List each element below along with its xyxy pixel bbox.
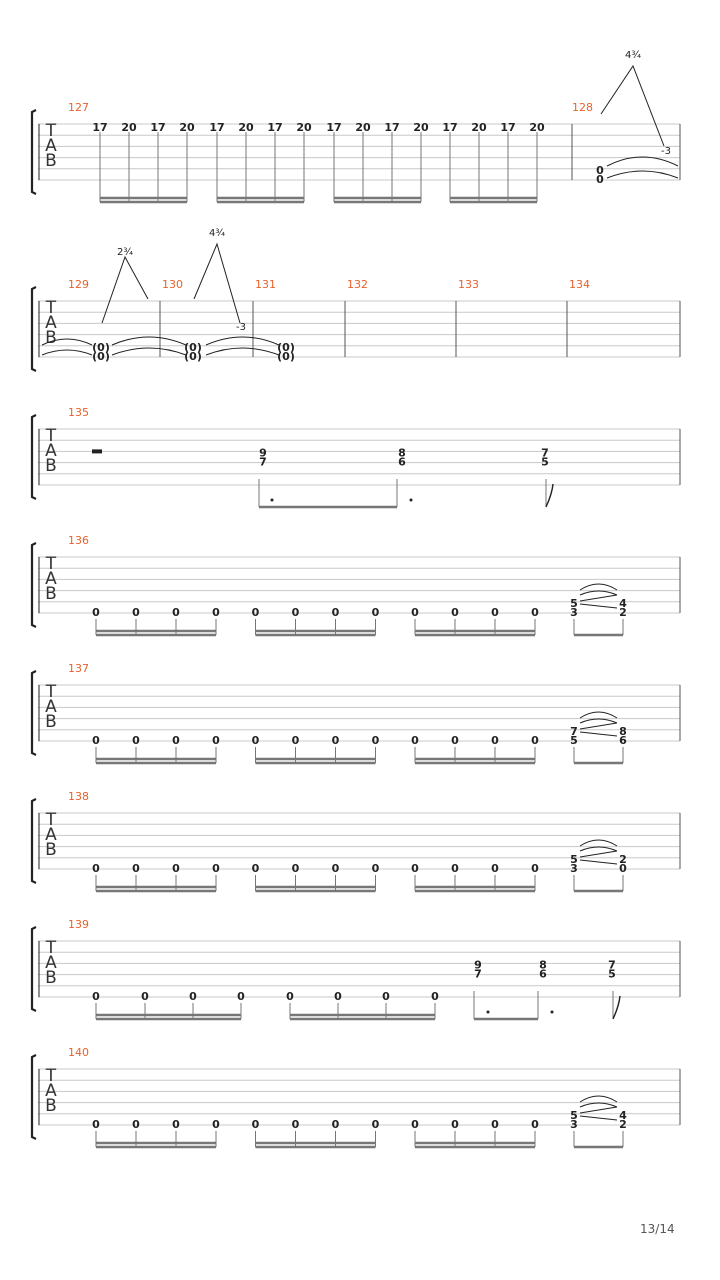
fret-number: 0 [172,1118,180,1131]
system-bracket [32,671,36,755]
fret-number: 3 [570,1118,578,1131]
fret-number: 20 [296,121,312,134]
measure-number: 130 [162,278,183,291]
fret-number: 0 [371,734,380,747]
note-flag [546,484,553,507]
fret-number: 0 [291,734,300,747]
fret-number: 0 [411,1118,419,1131]
fret-number: 0 [251,606,260,619]
staff-system [32,671,680,755]
fret-number: 5 [608,967,616,981]
tab-clef-letter: B [45,456,57,476]
tab-clef-letter: T [45,810,57,830]
fret-number: 0 [411,734,419,747]
staff-system [32,415,680,499]
staff-system [32,799,680,883]
dot [487,1011,490,1014]
fret-number: 0 [411,862,419,875]
tie-arc [580,591,617,595]
tie-arc [580,719,617,723]
tab-clef-letter: T [45,121,57,141]
slide-line [580,851,617,857]
tab-clef-letter: A [45,1081,57,1101]
fret-number: 0 [491,862,499,875]
fret-number: 0 [92,1118,100,1131]
fret-number: 5 [570,852,578,866]
dot [410,499,413,502]
tied-fret-number: (0) [92,350,110,363]
tie-arc [112,337,186,345]
tie-arc [580,1096,617,1102]
tab-clef-letter: A [45,825,57,845]
tab-clef-letter: B [45,840,57,860]
dot [271,499,274,502]
tied-fret-number: (0) [277,340,295,354]
tie-arc [206,348,279,355]
tab-clef-letter: A [45,441,57,461]
tab-clef-letter: A [45,313,57,333]
fret-number: 0 [531,734,539,747]
system-bracket [32,799,36,883]
fret-number: 0 [491,734,499,747]
slide-line [580,595,617,601]
fret-number: 7 [259,455,267,469]
note-flag [613,996,620,1019]
fret-number: 0 [92,862,100,875]
fret-number: 0 [331,606,340,619]
fret-number: 0 [491,1118,499,1131]
fret-number: 7 [474,967,482,981]
tied-fret-number: (0) [184,340,202,354]
tab-clef-letter: A [45,953,57,973]
fret-number: 0 [331,862,340,875]
fret-number: 0 [596,173,604,186]
measure-number: 140 [68,1046,89,1059]
fret-number: 6 [398,455,406,469]
measure-number: 136 [68,534,89,547]
tie-arc [607,171,678,178]
fret-number: 20 [471,121,487,134]
fret-number: 3 [570,862,578,875]
measure-number: 127 [68,101,89,114]
fret-number: 0 [411,606,419,619]
measure-number: 133 [458,278,479,291]
bend-line [601,66,664,146]
slide-line [580,1116,617,1120]
fret-number: 0 [237,990,245,1003]
staff-system [32,927,680,1011]
fret-number: 5 [570,1108,578,1122]
slide-line [580,723,617,729]
fret-number: 0 [291,606,300,619]
tab-clef-letter: T [45,682,57,702]
tab-clef-letter: A [45,569,57,589]
fret-number: 0 [596,163,604,177]
fret-number: 7 [541,446,549,460]
fret-number: 0 [531,862,539,875]
fret-number: 0 [172,734,180,747]
fret-number: 0 [132,734,140,747]
fret-number: 20 [238,121,254,134]
fret-number: 6 [539,967,547,981]
system-bracket [32,415,36,499]
measure-number: 137 [68,662,89,675]
fret-number: 20 [529,121,545,134]
fret-number: 5 [541,455,549,469]
fret-number: 0 [371,862,380,875]
fret-number: 17 [384,121,400,134]
fret-number: 20 [355,121,371,134]
tab-clef-letter: T [45,938,57,958]
fret-number: 0 [451,1118,459,1131]
fret-number: 0 [331,734,340,747]
fret-number: 0 [291,862,300,875]
tie-arc [580,1103,617,1107]
tab-clef-letter: T [45,426,57,446]
tab-clef-letter: T [45,554,57,574]
staff-system [32,287,680,371]
fret-number: 0 [132,1118,140,1131]
measure-number: 139 [68,918,89,931]
staff-system [32,1055,680,1139]
tied-fret-number: (0) [277,350,295,363]
fret-number: 0 [382,990,390,1003]
fret-number: 0 [286,990,294,1003]
fret-number: 7 [570,724,578,738]
fret-number: 0 [92,990,100,1003]
tie-arc [580,840,617,846]
release-amount: -3 [661,146,671,157]
fret-number: 8 [539,958,547,972]
tab-clef-letter: T [45,1066,57,1086]
page-number: 13/14 [640,1222,675,1236]
tab-clef-letter: B [45,1096,57,1116]
fret-number: 0 [189,990,197,1003]
fret-number: 2 [619,606,627,619]
fret-number: 0 [132,862,140,875]
fret-number: 0 [92,606,100,619]
fret-number: 17 [326,121,342,134]
slide-line [580,860,617,864]
bend-amount: 4¾ [208,228,226,239]
fret-number: 4 [619,1108,627,1122]
measure-number: 138 [68,790,89,803]
slide-line [580,732,617,736]
fret-number: 0 [172,606,180,619]
fret-number: 2 [619,852,627,866]
fret-number: 0 [451,862,459,875]
fret-number: 0 [291,1118,300,1131]
tie-arc [112,348,186,355]
fret-number: 20 [179,121,195,134]
measure-number: 128 [572,101,593,114]
measure-number: 135 [68,406,89,419]
fret-number: 0 [212,1118,220,1131]
tied-fret-number: (0) [92,340,110,354]
fret-number: 0 [172,862,180,875]
system-bracket [32,543,36,627]
fret-number: 17 [92,121,108,134]
tab-clef-letter: A [45,697,57,717]
system-bracket [32,927,36,1011]
fret-number: 17 [442,121,458,134]
fret-number: 17 [500,121,516,134]
fret-number: 0 [251,1118,260,1131]
fret-number: 4 [619,596,627,610]
fret-number: 0 [212,862,220,875]
fret-number: 20 [121,121,137,134]
slide-line [580,1107,617,1113]
fret-number: 5 [570,596,578,610]
fret-number: 17 [209,121,225,134]
dot [551,1011,554,1014]
fret-number: 0 [132,606,140,619]
fret-number: 17 [150,121,166,134]
tie-arc [580,712,617,718]
tie-arc [607,157,678,166]
fret-number: 0 [251,734,260,747]
fret-number: 17 [267,121,283,134]
fret-number: 0 [371,1118,380,1131]
fret-number: 0 [92,734,100,747]
tie-arc [580,847,617,851]
tab-clef-letter: B [45,712,57,732]
tie-arc [206,337,279,345]
fret-number: 9 [259,446,267,460]
fret-number: 0 [451,606,459,619]
fret-number: 8 [398,446,406,460]
bend-amount: 2¾ [116,247,134,258]
fret-number: 3 [570,606,578,619]
fret-number: 20 [413,121,429,134]
fret-number: 0 [451,734,459,747]
release-amount: -3 [236,322,246,333]
fret-number: 2 [619,1118,627,1131]
fret-number: 0 [491,606,499,619]
tab-clef-letter: B [45,328,57,348]
fret-number: 8 [619,724,627,738]
fret-number: 5 [570,734,578,747]
tab-clef-letter: B [45,151,57,171]
fret-number: 7 [608,958,616,972]
measure-number: 132 [347,278,368,291]
tab-clef-letter: B [45,968,57,988]
fret-number: 6 [619,734,627,747]
tie-arc [42,350,92,355]
fret-number: 0 [141,990,149,1003]
fret-number: 0 [371,606,380,619]
fret-number: 0 [334,990,342,1003]
tie-arc [580,584,617,590]
tab-clef-letter: T [45,298,57,318]
fret-number: 0 [431,990,439,1003]
tab-clef-letter: A [45,136,57,156]
fret-number: 0 [212,606,220,619]
slide-line [580,604,617,608]
fret-number: 0 [251,862,260,875]
bend-line [102,257,148,323]
fret-number: 0 [531,606,539,619]
rest [92,449,102,453]
bend-amount: 4¾ [624,50,642,61]
system-bracket [32,287,36,371]
system-bracket [32,1055,36,1139]
fret-number: 0 [619,862,627,875]
fret-number: 9 [474,958,482,972]
measure-number: 129 [68,278,89,291]
fret-number: 0 [331,1118,340,1131]
fret-number: 0 [212,734,220,747]
measure-number: 134 [569,278,590,291]
system-bracket [32,110,36,194]
tab-clef-letter: B [45,584,57,604]
fret-number: 0 [531,1118,539,1131]
staff-system [32,543,680,627]
measure-number: 131 [255,278,276,291]
tied-fret-number: (0) [184,350,202,363]
bend-line [194,244,240,323]
